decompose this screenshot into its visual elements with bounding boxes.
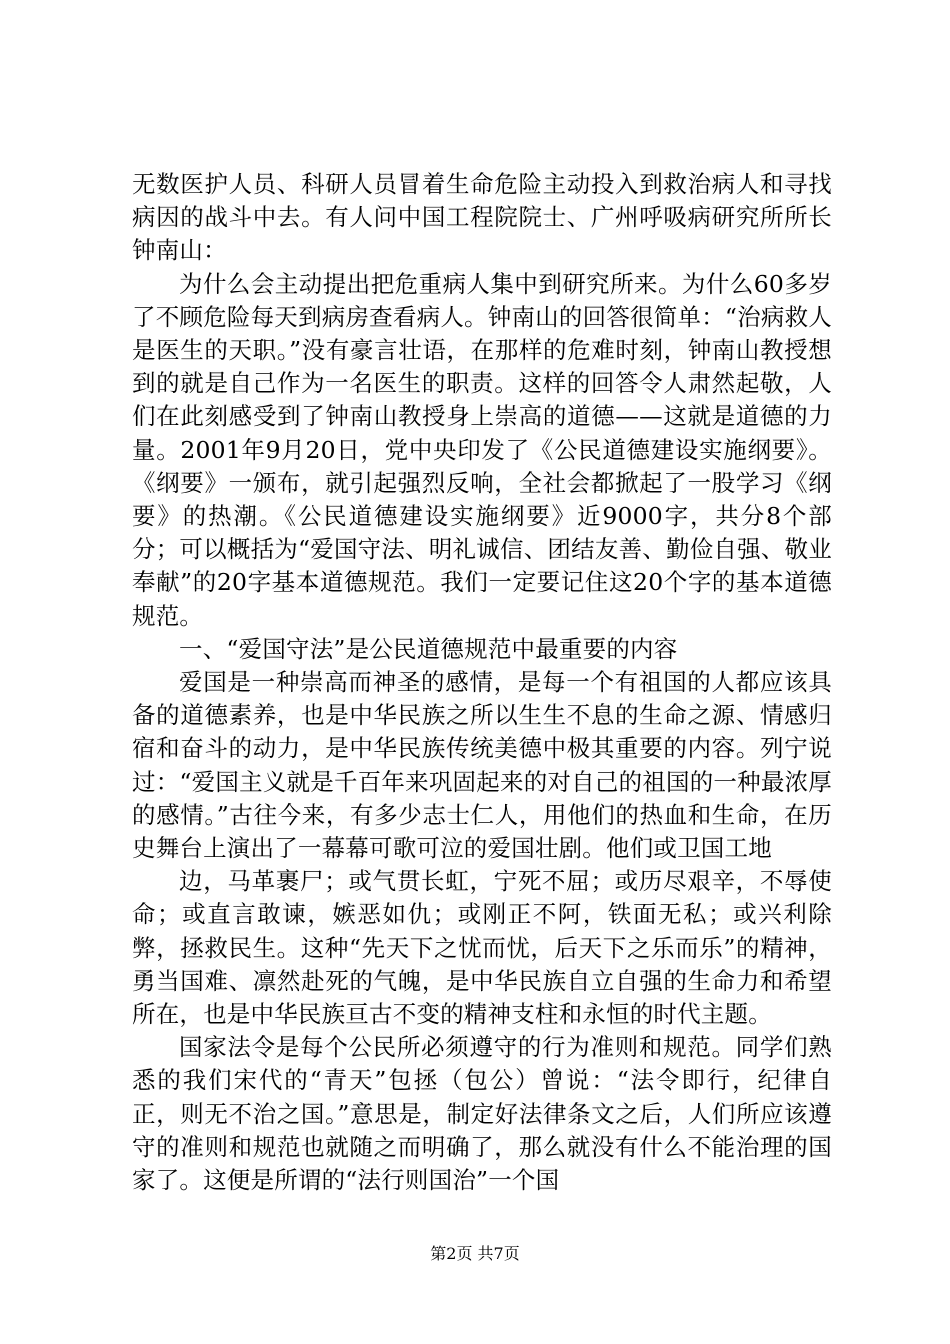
- document-body: [132, 168, 832, 1197]
- page-number-footer: 第2页 共7页: [430, 1244, 520, 1263]
- paragraph-5: 边，马革裹尸；或气贯长虹，宁死不屈；或历尽艰辛，不辱使命；或直言敢谏，嫉恶如仇；或刚正不阿，铁面无私；或兴利除弊，拯救民生。这种“先天下之忧而忧，后天下之乐而乐”的精神，勇当国难、凛然赴死的气魄，是中华民族自立自强的生命力和希望所在，也是中华民族亘古不变的精神支柱和永恒的时代主题。: [132, 867, 832, 1029]
- paragraph-1: 无数医护人员、科研人员冒着生命危险主动投入到救治病人和寻找病因的战斗中去。有人问中国工程院院士、广州呼吸病研究所所长钟南山：: [132, 170, 832, 265]
- paragraph-2: 为什么会主动提出把危重病人集中到研究所来。为什么60多岁了不顾危险每天到病房查看病人。钟南山的回答很简单：“治病救人是医生的天职。”没有豪言壮语，在那样的危难时刻，钟南山教授想到的就是自己作为一名医生的职责。这样的回答令人肃然起敬，人们在此刻感受到了钟南山教授身上崇高的道德——这就是道德的力量。2001年9月20日，党中央印发了《公民道德建设实施纲要》。《纲要》一颁布，就引起强烈反响，全社会都掀起了一股学习《纲要》的热潮。《公民道德建设实施纲要》近9000字，共分8个部分；可以概括为“爱国守法、明礼诚信、团结友善、勤俭自强、敬业奉献”的20字基本道德规范。我们一定要记住这20个字的基本道德规范。: [132, 269, 832, 630]
- paragraph-4: 爱国是一种崇高而神圣的感情，是每一个有祖国的人都应该具备的道德素养，也是中华民族之所以生生不息的生命之源、情感归宿和奋斗的动力，是中华民族传统美德中极其重要的内容。列宁说过：“爱国主义就是千百年来巩固起来的对自己的祖国的一种最浓厚的感情。”古往今来，有多少志士仁人，用他们的热血和生命，在历史舞台上演出了一幕幕可歌可泣的爱国壮剧。他们或卫国工地: [132, 668, 832, 863]
- section-heading-1: 一、“爱国守法”是公民道德规范中最重要的内容: [179, 634, 678, 663]
- paragraph-6: 国家法令是每个公民所必须遵守的行为准则和规范。同学们熟悉的我们宋代的“青天”包拯（包公）曾说：“法令即行，纪律自正，则无不治之国。”意思是，制定好法律条文之后，人们所应该遵守的准则和规范也就随之而明确了，那么就没有什么不能治理的国家了。这便是所谓的“法行则国治”一个国: [132, 1033, 832, 1195]
